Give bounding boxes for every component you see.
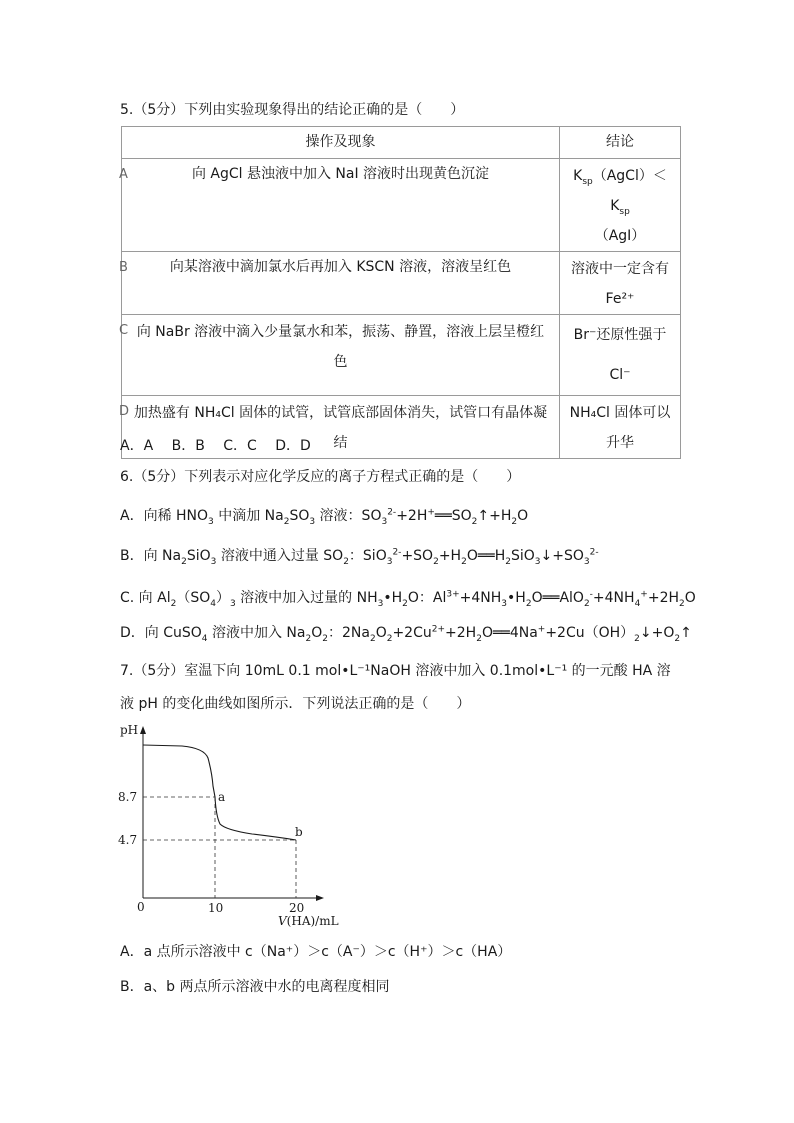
table-header-conclusion: 结论 — [560, 127, 681, 159]
x-tick-20: 20 — [289, 901, 305, 915]
q5-table — [121, 126, 681, 459]
q7-stem-line2: 液 pH 的变化曲线如图所示．下列说法正确的是（ ） — [120, 696, 471, 712]
row-a-conclusion: $K_{sp}(AgCl)<K_{sp}$ （AgI） — [560, 159, 681, 252]
x-tick-10: 10 — [208, 901, 224, 915]
row-a-operation: A 向 AgCl 悬浊液中加入 NaI 溶液时出现黄色沉淀 — [122, 159, 560, 252]
row-b-operation: B 向某溶液中滴加氯水后再加入 KSCN 溶液，溶液呈红色 — [122, 252, 560, 315]
row-d-label: D — [119, 404, 130, 419]
q6-option-c: C. 向 $Al_2(SO_4)_3$ 溶液中加入过量的 $NH_3•H_2O$：$Al^{3+}+4NH_3•H_2O══AlO_2^-+4NH_4^++2H_2O$ — [120, 589, 696, 609]
point-b-label: b — [295, 825, 303, 839]
table-row — [122, 159, 681, 252]
row-b-label: B — [119, 260, 128, 275]
x-axis-arrow-icon — [316, 895, 324, 901]
y-tick-8-7: 8.7 — [118, 790, 138, 804]
row-c-operation: C 向 NaBr 溶液中滴入少量氯水和苯，振荡、静置，溶液上层呈橙红色 — [122, 315, 560, 396]
origin-label: 0 — [137, 900, 145, 914]
q7-option-a: A．a 点所示溶液中 c（Na⁺）＞c（A⁻）＞c（H⁺）＞c（HA） — [120, 944, 512, 960]
q5-stem: 5.（5分）下列由实验现象得出的结论正确的是（ ） — [120, 102, 465, 118]
ph-titration-graph — [112, 718, 362, 933]
q7-option-b: B．a、b 两点所示溶液中水的电离程度相同 — [120, 979, 390, 995]
q6-option-b: B．向 $Na_2SiO_3$ 溶液中通入过量 $SO_2$：$SiO_3^{2-}+SO_2+H_2O══H_2SiO_3↓+SO_3^{2-}$ — [120, 547, 599, 567]
row-d-conclusion: NH₄Cl 固体可以升华 — [560, 396, 681, 459]
y-axis-label: pH — [120, 723, 139, 737]
table-row — [122, 252, 681, 315]
row-b-conclusion: 溶液中一定含有 Fe²⁺ — [560, 252, 681, 315]
table-header-operation: 操作及现象 — [122, 127, 560, 159]
row-c-conclusion: Br⁻还原性强于 Cl⁻ — [560, 315, 681, 396]
y-axis-arrow-icon — [140, 726, 146, 734]
q5-choices: A．A B．B C．C D．D — [120, 438, 311, 454]
point-a-label: a — [218, 790, 226, 804]
row-d-operation: D 加热盛有 NH₄Cl 固体的试管，试管底部固体消失，试管口有晶体凝结 — [122, 396, 560, 459]
q6-option-a: A．向稀 $HNO_3$ 中滴加 $Na_2SO_3$ 溶液：$SO_3^{2-}+2H^+══SO_2↑+H_2O$ — [120, 507, 529, 527]
q7-stem-line1: 7.（5分）室温下向 10mL 0.1 mol•L⁻¹NaOH 溶液中加入 0.1mol•L⁻¹ 的一元酸 HA 溶 — [120, 663, 671, 679]
q6-option-d: D．向 CuSO$_4$ 溶液中加入 $Na_2O_2$：$2Na_2O_2+2Cu^{2+}+2H_2O══4Na^++2Cu(OH)_2↓+O_2↑$ — [120, 624, 692, 644]
x-axis-label: V(HA)/mL — [278, 914, 339, 928]
row-c-label: C — [119, 323, 129, 338]
y-tick-4-7: 4.7 — [118, 833, 138, 847]
row-a-label: A — [119, 167, 128, 182]
table-row — [122, 315, 681, 396]
q6-stem: 6.（5分）下列表示对应化学反应的离子方程式正确的是（ ） — [120, 469, 521, 485]
